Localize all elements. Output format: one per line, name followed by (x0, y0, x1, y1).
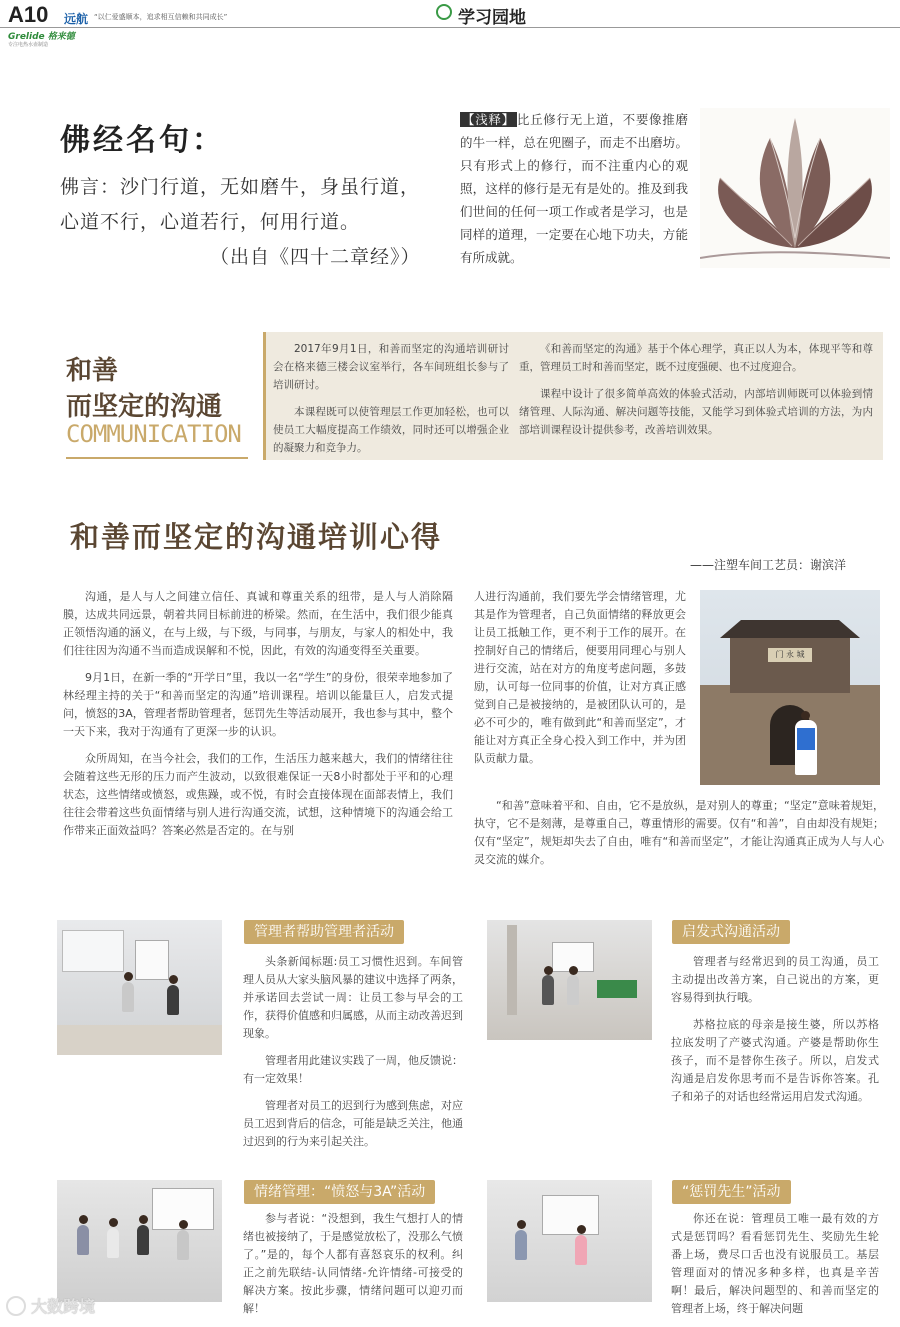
person (515, 1230, 527, 1260)
comm-col2-p2: 课程中设计了很多简单高效的体验式活动，内部培训师既可以体验到情绪管理、人际沟通、解决问题等技能，又能学习到体验式培训的方法，为内部培训课程设计提供参考，改善培训效果。 (519, 388, 873, 436)
activity3-p1: 参与者说：“没想到，我生气想打人的情绪也被接纳了，于是感觉放松了，没那么气愤了。”是的，每个人都有喜怒哀乐的权利。纠正之前先联结-认同情绪-允许情绪-可接受的解决方案。按此步骤，情绪问题可以迎刃而解！ (243, 1212, 463, 1315)
article-byline: ——注塑车间工艺员：谢滨洋 (690, 558, 847, 572)
gate-photo (700, 590, 880, 785)
comm-col1-p2: 本课程既可以使管理层工作更加轻松，也可以使员工大幅度提高工作绩效，同时还可以增强企业的凝聚力和竞争力。 (273, 406, 509, 454)
activity1-p2: 管理者用此建议实践了一周，他反馈说：有一定效果！ (243, 1054, 463, 1085)
article-left-p3: 众所周知，在当今社会，我们的工作，生活压力越来越大，我们的情绪往往会随着这些无形的压力而产生波动，以致很难保证一天8小时都处于平和的心理状态，这些情绪或愤怒，或焦躁，或不悦，有时会直接体现在面部表情上，我们往往会带着这些负面情绪与别人进行沟通交流，试想，这种情境下的沟通会给工作带来正面效益吗？答案必然是否定的。在与别 (63, 752, 453, 837)
activity3-photo (57, 1180, 222, 1302)
person-shirt (797, 728, 815, 750)
activity1-photo (57, 920, 222, 1055)
comm-title-1: 和善 (66, 356, 119, 386)
pillar (507, 925, 517, 1015)
buddha-source: （出自《四十二章经》） (210, 246, 421, 268)
board (135, 940, 169, 980)
brand-logo: Grelide 格来德 (8, 32, 75, 42)
article-left-p1: 沟通，是人与人之间建立信任、真诚和尊重关系的纽带，是人与人消除隔膜，达成共同远景，朝着共同目标前进的桥梁。然而，在生活中，我们很少能真正领悟沟通的涵义，在与上级，与下级，与同事，与朋友，与家人的相处中，我们往往因为沟通不当而造成误解和不悦，因此，有效的沟通变得至关重要。 (63, 590, 453, 657)
activity3-title: 情绪管理：“愤怒与3A”活动 (244, 1180, 435, 1204)
activity4-title: “惩罚先生”活动 (672, 1180, 791, 1204)
activity2-p1: 管理者与经常迟到的员工沟通，员工主动提出改善方案，自己说出的方案，更容易得到执行哦。 (671, 955, 879, 1004)
buddha-title: 佛经名句： (60, 123, 225, 158)
header-rule (0, 27, 900, 28)
note-tag: 【浅释】 (462, 112, 515, 127)
person (575, 1235, 587, 1265)
brand-sub: 专注电热水壶制造 (8, 42, 49, 48)
section-tag: 远航 (64, 12, 89, 26)
article-left-col (63, 588, 453, 849)
person-head (109, 1218, 118, 1227)
activity1-p1: 头条新闻标题:员工习惯性迟到。车间管理人员从大家头脑风暴的建议中选择了两条，并承诺回去尝试一周：让员工参与早会的工作，获得价值感和归属感，从而主动改善迟到现象。 (243, 955, 463, 1040)
comm-title-rule (66, 457, 248, 459)
green-table (597, 980, 637, 998)
activity2-photo (487, 920, 652, 1040)
activity1-title: 管理者帮助管理者活动 (244, 920, 404, 944)
person-head (179, 1220, 188, 1229)
comm-title-2: 而坚定的沟通 (66, 392, 223, 422)
activity3-text (243, 1210, 463, 1327)
person (567, 975, 579, 1005)
activity2-text (671, 953, 879, 1115)
watermark (6, 1294, 95, 1317)
slogan: “以仁爱盛顺本，追求相互信赖和共同成长” (94, 13, 228, 21)
comm-col2-p1: 《和善而坚定的沟通》基于个体心理学，真正以人为本，体现平等和尊重，管理员工时和善而坚定，既不过度强硬、也不过度迎合。 (519, 343, 873, 373)
person (122, 982, 134, 1012)
person-head (544, 966, 553, 975)
gate-sign: 门 永 城 (768, 648, 812, 662)
lotus-illustration (700, 108, 890, 268)
screen (542, 1195, 599, 1235)
person-head (79, 1215, 88, 1224)
person (137, 1225, 149, 1255)
person (542, 975, 554, 1005)
note-text: 比丘修行无上道，不要像推磨的牛一样，总在兜圈子，而走不出磨坊。只有形式上的修行，而不注重内心的观照，这样的修行是无有是处的。推及到我们世间的任何一项工作或者是学习，也是同样的道理，一定要在心地下功夫，方能有所成就。 (460, 112, 688, 265)
person-head (169, 975, 178, 984)
article-bottom-para (474, 797, 884, 878)
article-left-p2: 9月1日，在新一季的“开学日”里，我以一名“学生”的身份，很荣幸地参加了林经理主持的关于“和善而坚定的沟通”培训课程。培训以能量巨人，启发式提问，愤怒的3A，管理者帮助管理者，惩罚先生等活动展开，我也参与其中，整个一天下来，我对于沟通有了更深一步的认识。 (63, 671, 453, 738)
comm-col-1 (273, 340, 509, 466)
person (107, 1228, 119, 1258)
person (167, 985, 179, 1015)
activity2-title: 启发式沟通活动 (672, 920, 790, 944)
screen (62, 930, 124, 972)
activity4-photo (487, 1180, 652, 1302)
person (77, 1225, 89, 1255)
gate-tower (730, 638, 850, 693)
buddha-note (460, 108, 688, 269)
activity1-p3: 管理者对员工的迟到行为感到焦虑，对应员工迟到背后的信念，可能是缺乏关注，他通过迟到的行为来引起关注。 (243, 1099, 463, 1148)
activity1-text (243, 953, 463, 1160)
watermark-icon (6, 1296, 26, 1316)
person-head (801, 711, 810, 720)
activity2-p2: 苏格拉底的母亲是接生婆，所以苏格拉底发明了产婆式沟通。产婆是帮助你生孩子，而不是替你生孩子。所以，启发式沟通是启发你思考而不是告诉你答案。孔子和弟子的对话也经常运用启发式沟通。 (671, 1018, 879, 1103)
comm-title-en: COMMUNICATION (66, 420, 241, 448)
page-number: A10 (8, 2, 49, 27)
column-title: 学习园地 (458, 8, 526, 28)
watermark-text: 大数跨境 (31, 1297, 96, 1316)
floor (57, 1025, 222, 1055)
buddha-quote-1: 佛言：沙门行道，无如磨牛，身虽行道， (60, 176, 421, 198)
person (177, 1230, 189, 1260)
gate-roof (720, 620, 860, 638)
person-head (139, 1215, 148, 1224)
comm-col1-p1: 2017年9月1日，和善而坚定的沟通培训研讨会在格来德三楼会议室举行，各车间班组长参与了培训研讨。 (273, 343, 509, 391)
page-header (0, 0, 900, 50)
activity4-text (671, 1210, 879, 1327)
article-mid-p2: “和善”意味着平和、自由，它不是放纵，是对别人的尊重；“坚定”意味着规矩，执守，它不是刻薄，是尊重自己，尊重情形的需要。仅有“和善”，自由却没有规矩；仅有“坚定”，规矩却失去了自由，唯有“和善而坚定”，才能让沟通真正成为人与人心灵交流的媒介。 (474, 799, 884, 866)
buddha-quote-2: 心道不行，心道若行，何用行道。 (60, 211, 361, 233)
person-head (124, 972, 133, 981)
article-mid-p1: 人进行沟通前，我们要先学会情绪管理，尤其是作为管理者，自己负面情绪的释放更会让员工抵触工作，更不利于工作的展开。在控制好自己的情绪后，便要用同理心与别人进行交流，站在对方的角度考虑问题，多鼓励，认可每一位同事的价值，让对方真正感觉到自己是被接纳的，是被团队认可的，是必不可少的，唯有做到此“和善而坚定”，才能让对方真正全身心投入到工作中，并为团队贡献力量。 (474, 590, 686, 765)
article-title: 和善而坚定的沟通培训心得 (70, 520, 443, 554)
comm-col-2 (519, 340, 873, 448)
article-mid-col (474, 588, 686, 777)
person-head (569, 966, 578, 975)
activity4-p1: 你还在说：管理员工唯一最有效的方式是惩罚吗？看看惩罚先生、奖励先生轮番上场，费尽口舌也没有说服员工。基层管理面对的情况多种多样，也真是辛苦啊！最后，解决问题型的、和善而坚定的管理者上场，终于解决问题 (671, 1212, 879, 1315)
circle-icon (436, 4, 452, 20)
person-head (517, 1220, 526, 1229)
person-head (577, 1225, 586, 1234)
